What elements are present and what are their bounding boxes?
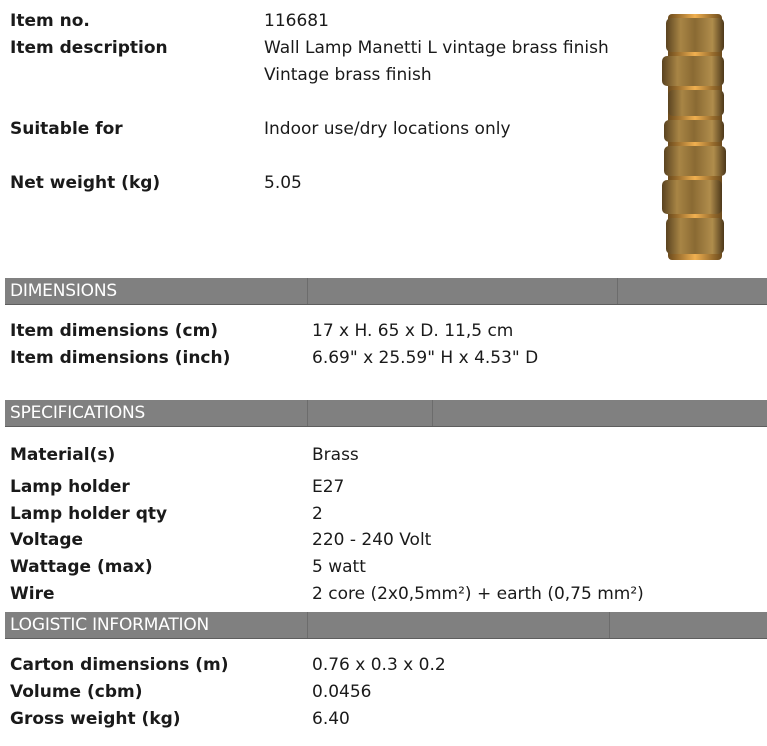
column-divider xyxy=(307,400,308,426)
logistic-row-value: 0.0456 xyxy=(312,682,372,702)
column-divider xyxy=(609,612,610,638)
spec-row-label: Lamp holder qty xyxy=(10,504,168,524)
net-weight-value: 5.05 xyxy=(264,173,302,193)
item-description-value: Wall Lamp Manetti L vintage brass finish xyxy=(264,38,609,58)
spec-row-label: Voltage xyxy=(10,530,84,550)
column-divider xyxy=(432,400,433,426)
item-no-label: Item no. xyxy=(10,11,90,31)
dimension-row-label: Item dimensions (inch) xyxy=(10,348,231,368)
logistic-row-value: 0.76 x 0.3 x 0.2 xyxy=(312,655,446,675)
spec-row-value: 220 - 240 Volt xyxy=(312,530,432,550)
spec-row-label: Lamp holder xyxy=(10,477,130,497)
dimensions-section-header xyxy=(5,278,767,305)
suitable-for-value: Indoor use/dry locations only xyxy=(264,119,511,139)
spec-row-value: Brass xyxy=(312,445,359,465)
net-weight-label: Net weight (kg) xyxy=(10,173,161,193)
logistic-row-label: Volume (cbm) xyxy=(10,682,143,702)
suitable-for-label: Suitable for xyxy=(10,119,123,139)
product-image-wall-lamp xyxy=(658,14,732,260)
item-no-value: 116681 xyxy=(264,11,329,31)
spec-row-label: Wattage (max) xyxy=(10,557,153,577)
spec-row-value: 2 xyxy=(312,504,323,524)
logistic-title: LOGISTIC INFORMATION xyxy=(10,615,210,635)
dimensions-title: DIMENSIONS xyxy=(10,281,117,301)
logistic-row-value: 6.40 xyxy=(312,709,350,729)
dimension-row-value: 6.69" x 25.59" H x 4.53" D xyxy=(312,348,539,368)
logistic-row-label: Carton dimensions (m) xyxy=(10,655,229,675)
column-divider xyxy=(307,612,308,638)
spec-row-value: 2 core (2x0,5mm²) + earth (0,75 mm²) xyxy=(312,584,644,604)
spec-row-label: Material(s) xyxy=(10,445,116,465)
column-divider xyxy=(617,278,618,304)
spec-row-label: Wire xyxy=(10,584,55,604)
column-divider xyxy=(307,278,308,304)
specifications-section-header xyxy=(5,400,767,427)
item-finish-value: Vintage brass finish xyxy=(264,65,432,85)
spec-row-value: 5 watt xyxy=(312,557,366,577)
spec-row-value: E27 xyxy=(312,477,345,497)
logistic-section-header xyxy=(5,612,767,639)
logistic-row-label: Gross weight (kg) xyxy=(10,709,181,729)
item-description-label: Item description xyxy=(10,38,168,58)
specifications-title: SPECIFICATIONS xyxy=(10,403,146,423)
dimension-row-label: Item dimensions (cm) xyxy=(10,321,219,341)
dimension-row-value: 17 x H. 65 x D. 11,5 cm xyxy=(312,321,514,341)
